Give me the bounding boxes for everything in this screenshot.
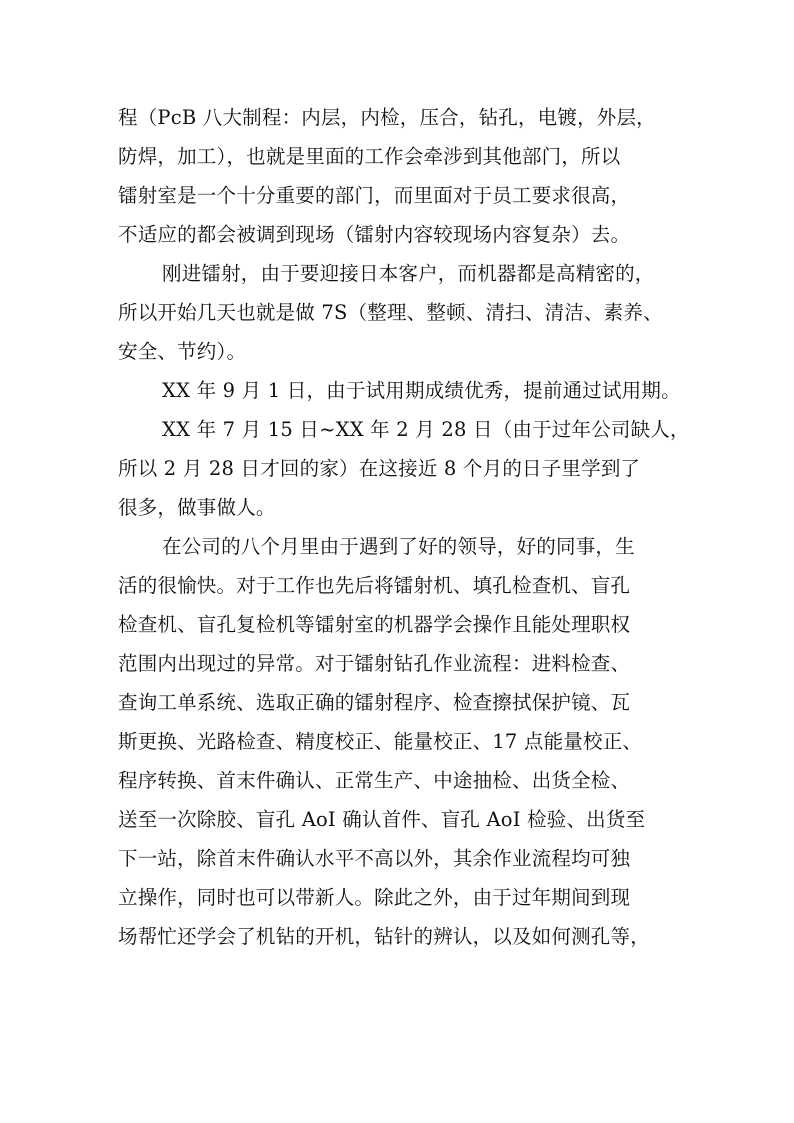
text-line: 斯更换、光路检查、精度校正、能量校正、17 点能量校正、 xyxy=(118,730,643,753)
body-text xyxy=(118,98,688,956)
paragraph-start-line: XX 年 9 月 1 日，由于试用期成绩优秀，提前通过试用期。 xyxy=(162,379,681,402)
text-line: 下一站，除首末件确认水平不高以外，其余作业流程均可独 xyxy=(118,847,631,870)
text-line: 不适应的都会被调到现场（镭射内容较现场内容复杂）去。 xyxy=(118,223,631,246)
text-line: 活的很愉快。对于工作也先后将镭射机、填孔检查机、盲孔 xyxy=(118,574,631,597)
text-line: 所以 2 月 28 日才回的家）在这接近 8 个月的日子里学到了 xyxy=(118,457,641,480)
text-line: 场帮忙还学会了机钻的开机，钻针的辨认，以及如何测孔等， xyxy=(118,925,650,948)
text-line: 立操作，同时也可以带新人。除此之外，由于过年期间到现 xyxy=(118,886,631,909)
paragraph-start-line: 刚进镭射，由于要迎接日本客户，而机器都是高精密的， xyxy=(162,262,655,285)
text-line: 镭射室是一个十分重要的部门，而里面对于员工要求很高， xyxy=(118,184,631,207)
text-line: 防焊，加工），也就是里面的工作会牵涉到其他部门，所以 xyxy=(118,145,621,168)
text-line: 送至一次除胶、盲孔 AoI 确认首件、盲孔 AoI 检验、出货至 xyxy=(118,808,646,831)
paragraph-start-line: 在公司的八个月里由于遇到了好的领导，好的同事，生 xyxy=(162,535,635,558)
text-line: 程（PcB 八大制程：内层，内检，压合，钻孔，电镀，外层， xyxy=(118,106,656,129)
text-line: 所以开始几天也就是做 7S（整理、整顿、清扫、清洁、素养、 xyxy=(118,301,663,324)
text-line: 查询工单系统、选取正确的镭射程序、检查擦拭保护镜、瓦 xyxy=(118,691,631,714)
text-line: 检查机、盲孔复检机等镭射室的机器学会操作且能处理职权 xyxy=(118,613,631,636)
text-line: 程序转换、首末件确认、正常生产、中途抽检、出货全检、 xyxy=(118,769,631,792)
text-line: 安全、节约）。 xyxy=(118,340,247,363)
paragraph-start-line: XX 年 7 月 15 日~XX 年 2 月 28 日（由于过年公司缺人， xyxy=(162,418,690,441)
text-line: 很多，做事做人。 xyxy=(118,496,276,519)
text-line: 范围内出现过的异常。对于镭射钻孔作业流程：进料检查、 xyxy=(118,652,631,675)
